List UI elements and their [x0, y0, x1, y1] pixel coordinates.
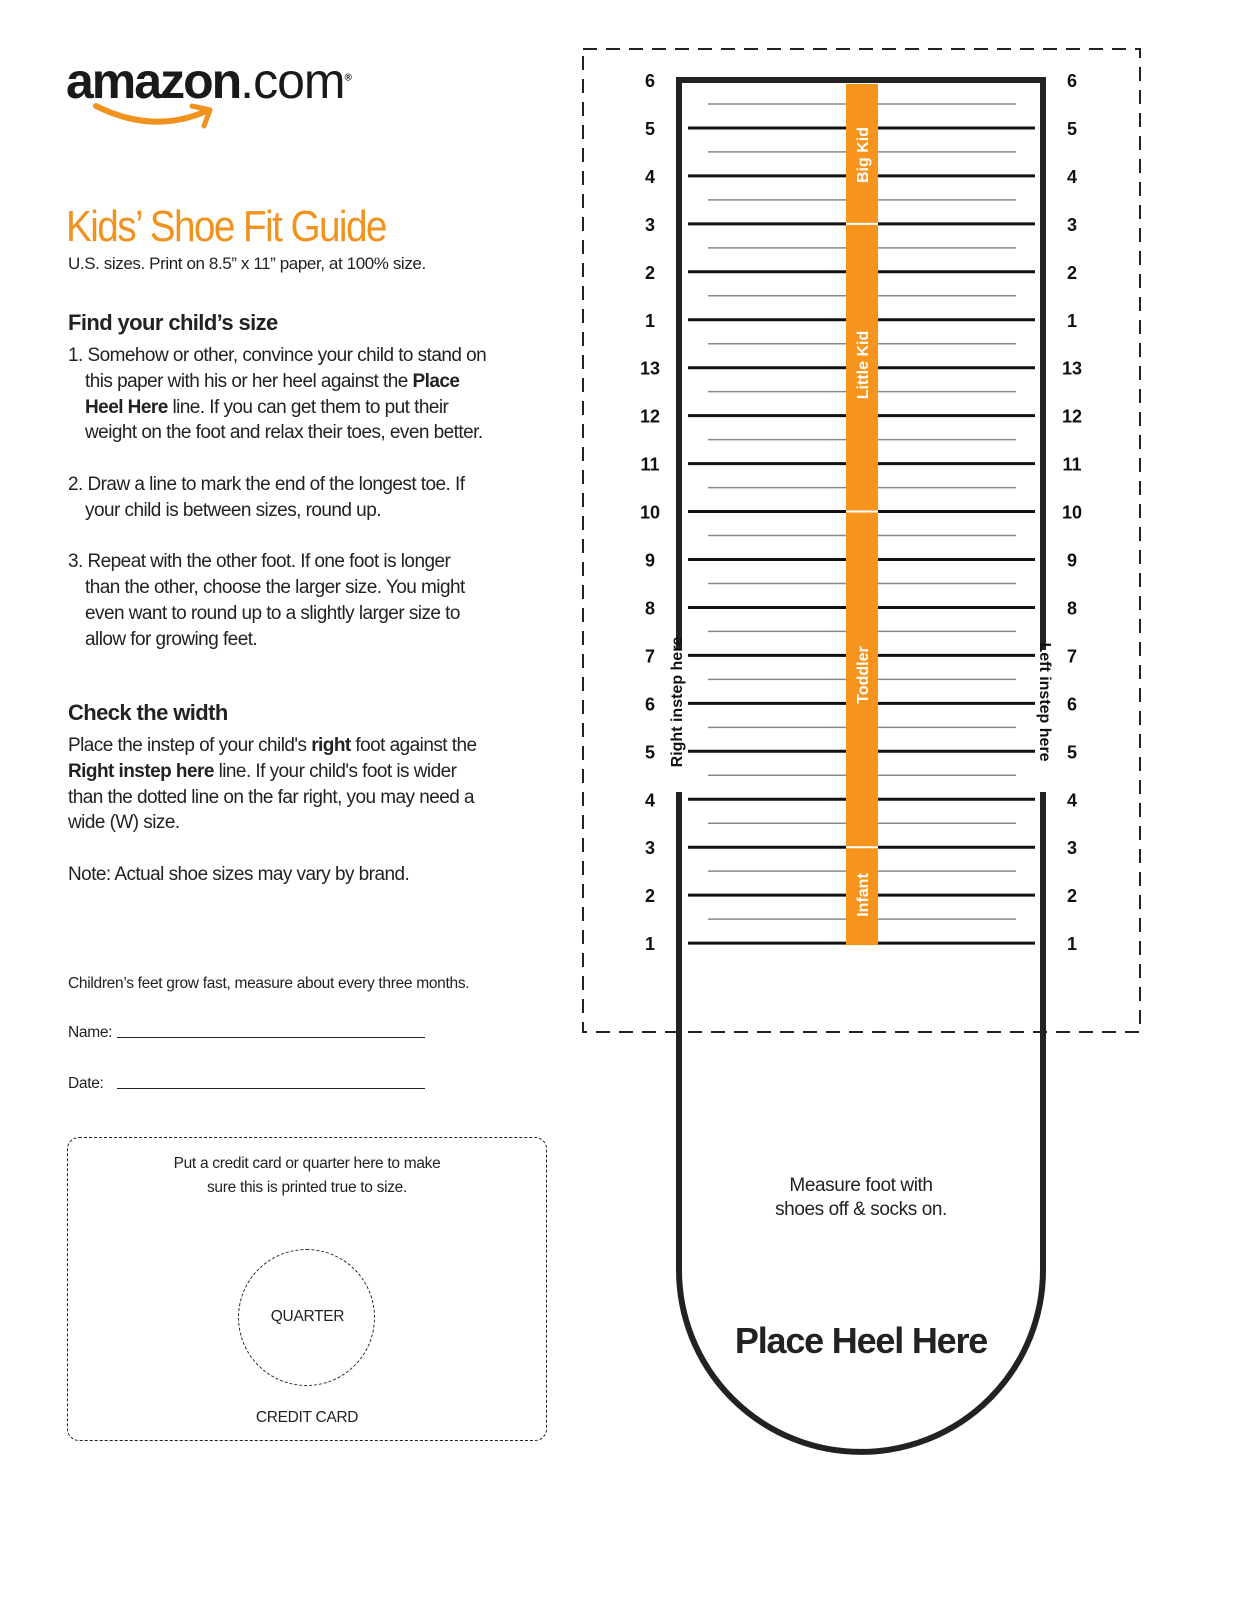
size-number-left: 8 — [644, 598, 656, 619]
size-number-right: 6 — [1066, 71, 1078, 91]
bold-text: Place — [412, 370, 460, 392]
logo-suffix: .com — [240, 53, 345, 109]
text: allow for growing feet. — [85, 628, 258, 650]
size-number-right: 5 — [1066, 118, 1078, 139]
size-number-right: 3 — [1066, 214, 1078, 235]
calibration-instruction-1: Put a credit card or quarter here to make — [173, 1155, 441, 1172]
size-number-right: 3 — [1066, 838, 1078, 859]
size-number-left: 3 — [644, 214, 656, 235]
size-number-right: 13 — [1061, 358, 1083, 379]
size-number-right: 5 — [1066, 742, 1078, 763]
size-number-right: 6 — [1066, 694, 1078, 715]
size-number-left: 3 — [644, 838, 656, 859]
size-number-left: 7 — [644, 646, 656, 667]
page-title: Kids’ Shoe Fit Guide — [66, 202, 386, 251]
size-number-left: 6 — [644, 71, 656, 91]
left-instep-label: Left instep here — [1036, 642, 1053, 762]
size-number-right: 1 — [1066, 934, 1078, 955]
size-number-left: 13 — [639, 358, 661, 379]
name-label: Name: — [68, 1024, 113, 1041]
size-number-left: 6 — [644, 694, 656, 715]
size-number-left: 2 — [644, 886, 656, 907]
text: wide (W) size. — [68, 812, 180, 834]
right-instep-label: Right instep here — [669, 636, 686, 768]
text: your child is between sizes, round up. — [85, 499, 381, 521]
calibration-instruction-2: sure this is printed true to size. — [206, 1179, 407, 1196]
bold-text: right — [311, 735, 351, 756]
size-number-right: 2 — [1066, 886, 1078, 907]
size-number-right: 4 — [1066, 790, 1078, 811]
size-number-right: 11 — [1062, 454, 1082, 475]
text: 3. Repeat with the other foot. If one foot is longer — [68, 551, 451, 573]
size-number-left: 5 — [644, 118, 656, 139]
category-label-big-kid: Big Kid — [855, 127, 872, 183]
measure-note-line-2: shoes off & socks on. — [775, 1199, 947, 1220]
category-label-infant: Infant — [855, 873, 872, 917]
size-number-right: 10 — [1061, 502, 1083, 523]
text: Place the instep of your child's — [68, 735, 312, 756]
size-number-left: 10 — [639, 502, 661, 523]
text: foot against the — [350, 735, 477, 756]
size-number-left: 5 — [644, 742, 656, 763]
size-number-left: 1 — [644, 310, 656, 331]
registered-mark: ® — [344, 72, 350, 84]
credit-card-label: CREDIT CARD — [255, 1409, 359, 1426]
text: line. If your child's foot is wider — [213, 760, 457, 782]
size-number-right: 1 — [1066, 310, 1078, 331]
note: Note: Actual shoe sizes may vary by brand. — [68, 864, 410, 885]
text: 2. Draw a line to mark the end of the longest toe. If — [68, 473, 465, 495]
size-number-left: 11 — [640, 454, 660, 475]
text: weight on the foot and relax their toes, even better. — [85, 422, 483, 444]
size-number-right: 4 — [1066, 166, 1078, 187]
text: this paper with his or her heel against the — [85, 370, 413, 392]
size-number-right: 12 — [1061, 406, 1083, 427]
category-label-toddler: Toddler — [855, 646, 872, 704]
reminder: Children’s feet grow fast, measure about every three months. — [68, 975, 470, 992]
find-size-heading: Find your child’s size — [68, 310, 278, 335]
date-label: Date: — [68, 1075, 104, 1092]
size-number-left: 2 — [644, 262, 656, 283]
size-number-right: 2 — [1066, 262, 1078, 283]
bold-text: Right instep here — [68, 760, 214, 782]
subtitle: U.S. sizes. Print on 8.5” x 11” paper, at 100% size. — [68, 254, 426, 273]
size-number-left: 4 — [644, 166, 656, 187]
size-number-left: 4 — [644, 790, 656, 811]
measure-note-line-1: Measure foot with — [789, 1175, 933, 1196]
size-number-left: 1 — [644, 934, 656, 955]
text: even want to round up to a slightly larger size to — [85, 602, 460, 624]
size-number-left: 12 — [639, 406, 661, 427]
place-heel-here: Place Heel Here — [734, 1320, 988, 1361]
measure-note — [676, 1174, 1046, 1222]
size-number-right: 9 — [1066, 550, 1078, 571]
text: than the other, choose the larger size. You might — [85, 577, 465, 599]
text: than the dotted line on the far right, you may need a — [68, 786, 475, 808]
size-category-bar — [846, 84, 878, 945]
quarter-label: QUARTER — [270, 1308, 345, 1325]
check-width-heading: Check the width — [68, 700, 228, 725]
logo-name: amazon — [66, 53, 241, 109]
size-number-right: 7 — [1066, 646, 1078, 667]
bold-text: Heel Here — [85, 396, 168, 418]
text: line. If you can get them to put their — [167, 396, 449, 418]
size-number-right: 8 — [1066, 598, 1078, 619]
category-label-little-kid: Little Kid — [855, 330, 872, 400]
size-number-left: 9 — [644, 550, 656, 571]
text: 1. Somehow or other, convince your child to stand on — [68, 345, 487, 366]
